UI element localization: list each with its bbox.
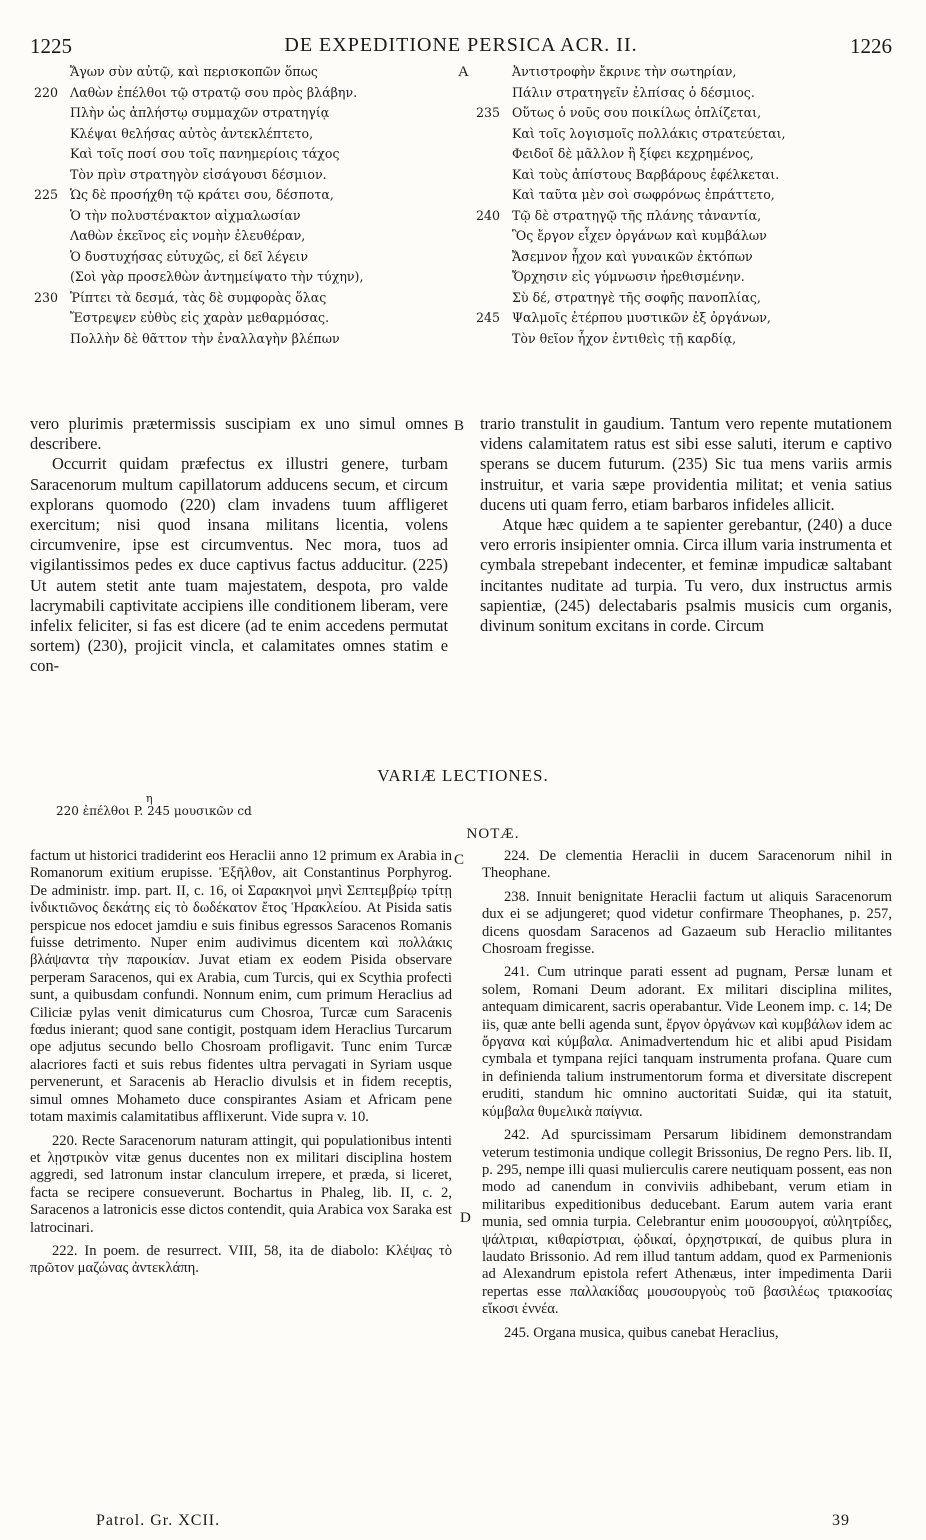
note-paragraph: 224. De clementia Heraclii in ducem Saracenorum nihil in Theophane. xyxy=(482,848,892,882)
verse-line xyxy=(34,226,454,247)
verse-text: Φειδοῖ δὲ μᾶλλον ἢ ξίφει κεχρημένος, xyxy=(512,146,754,161)
verse-number xyxy=(34,267,70,288)
verse-text: Λαθὼν ἐπέλθοι τῷ στρατῷ σου πρὸς βλάβην. xyxy=(70,84,358,100)
verse-number xyxy=(34,308,70,329)
verse-line xyxy=(34,124,454,145)
verse-text: Πάλιν στρατηγεῖν ἐλπίσας ὁ δέσμιος. xyxy=(512,84,755,100)
notes-right xyxy=(482,848,892,1348)
verse-text: Σὺ δέ, στρατηγὲ τῆς σοφῆς πανοπλίας, xyxy=(512,289,761,305)
verse-text: Ψαλμοῖς ἐτέρπου μυστικῶν ἐξ ὀργάνων, xyxy=(512,310,771,325)
margin-letter-a: A xyxy=(458,64,469,80)
footer-source: Patrol. Gr. XCII. xyxy=(96,1512,221,1529)
verse-number: 240 xyxy=(476,207,501,223)
page-number-right: 1226 xyxy=(850,34,892,58)
verse-text: Πολλὴν δὲ θᾶττον τὴν ἐναλλαγὴν βλέπων xyxy=(70,330,340,346)
verse-text: Ὡς δὲ προσήχθη τῷ κράτει σου, δέσποτα, xyxy=(70,187,334,202)
verse-line xyxy=(34,144,454,165)
verse-line xyxy=(476,267,896,288)
verse-line xyxy=(34,185,454,206)
verse-text: Πλὴν ὡς ἀπλήστῳ συμμαχῶν στρατηγίᾳ xyxy=(70,105,330,120)
verse-number: 230 xyxy=(34,289,59,305)
verse-text: Τὸν θεῖον ἦχον ἐντιθεὶς τῇ καρδίᾳ, xyxy=(512,330,737,346)
note-paragraph: 238. Innuit benignitate Heraclii factum ut aliquis Saracenorum dux ei se adjungeret; quod videtur confirmare Theophanes, p. 257, dicens quosdam Saracenos ad Gazaeum sub Heraclio militantes Chosroam fregisse. xyxy=(482,888,892,958)
verse-number xyxy=(34,206,70,227)
verse-line xyxy=(476,226,896,247)
verse-number xyxy=(476,83,512,104)
running-header xyxy=(30,34,892,58)
verse-line xyxy=(476,206,896,227)
verse-line xyxy=(34,247,454,268)
verse-text: Τῷ δὲ στρατηγῷ τῆς πλάνης τἀναντία, xyxy=(512,207,762,223)
verse-number xyxy=(476,144,512,165)
verse-line xyxy=(34,267,454,288)
verse-text: Ἀντιστροφὴν ἔκρινε τὴν σωτηρίαν, xyxy=(512,64,737,79)
verse-number xyxy=(34,103,70,124)
verse-number xyxy=(476,329,512,350)
verse-text: (Σοὶ γὰρ προσελθὼν ἀντημείψατο τὴν τύχην), xyxy=(70,269,364,284)
verse-number: 235 xyxy=(476,105,501,120)
varia-lectiones: 220 ἐπέλθοι P. 245 μουσικῶν cd xyxy=(56,804,252,818)
verse-line xyxy=(34,83,454,104)
latin-translation-left xyxy=(30,414,448,677)
verse-text: Ἔστρεψεν εὐθὺς εἰς χαρὰν μεθαρμόσας. xyxy=(70,310,330,325)
verse-line xyxy=(34,308,454,329)
verse-line xyxy=(476,62,896,83)
verse-text: Καὶ τοὺς ἀπίστους Βαρβάρους ἐφέλκεται. xyxy=(512,166,780,182)
verse-number xyxy=(34,165,70,186)
varia-heading: VARIÆ LECTIONES. xyxy=(377,766,549,785)
notes-left xyxy=(30,848,452,1284)
greek-verse-left xyxy=(34,62,454,349)
verse-line xyxy=(476,247,896,268)
verse-text: Ὃς ἔργον εἶχεν ὀργάνων καὶ κυμβάλων xyxy=(512,228,767,243)
verse-number xyxy=(476,288,512,309)
verse-number xyxy=(34,329,70,350)
margin-letter-c: C xyxy=(454,852,465,868)
verse-number xyxy=(476,185,512,206)
verse-line xyxy=(34,206,454,227)
verse-text: Ὁ δυστυχήσας εὐτυχῶς, εἰ δεῖ λέγειν xyxy=(70,248,309,264)
verse-text: Ὄρχησιν εἰς γύμνωσιν ἠρεθισμένην. xyxy=(512,269,745,284)
verse-text: Ἄγων σὺν αὐτῷ, καὶ περισκοπῶν ὅπως xyxy=(70,64,318,79)
verse-text: Ῥίπτει τὰ δεσμά, τὰς δὲ συμφορὰς ὅλας xyxy=(70,289,327,305)
verse-line xyxy=(34,103,454,124)
verse-line xyxy=(34,165,454,186)
verse-text: Ἄσεμνον ἦχον καὶ γυναικῶν ἐκτόπων xyxy=(512,248,753,264)
verse-number xyxy=(476,124,512,145)
verse-line xyxy=(476,288,896,309)
margin-letter-b: B xyxy=(454,418,465,434)
verse-text: Λαθὼν ἐκεῖνος εἰς νομὴν ἐλευθέραν, xyxy=(70,228,306,243)
verse-number xyxy=(34,226,70,247)
verse-line xyxy=(34,62,454,83)
verse-text: Καὶ τοῖς λογισμοῖς πολλάκις στρατεύεται, xyxy=(512,125,786,141)
verse-line xyxy=(34,329,454,350)
latin-paragraph: trario transtulit in gaudium. Tantum vero repente mutationem videns calamitatem ratus est sibi esse saluti, iterum e captivo sperans se ducem futurum. (235) Sic tua mens variis armis instruitur, et varia sæpe providentia militat; et venia satius ducens uti quam ferro, etiam barbaros infideles allicit. xyxy=(480,414,892,514)
verse-text: Οὕτως ὁ νοῦς σου ποικίλως ὁπλίζεται, xyxy=(512,105,762,120)
verse-number xyxy=(476,165,512,186)
verse-number xyxy=(476,226,512,247)
verse-number xyxy=(476,267,512,288)
note-paragraph: 242. Ad spurcissimam Persarum libidinem demonstrandam veterum testimonia undique collegit Brissonius, De regno Pers. lib. II, p. 295, nempe illi quasi mulierculis carere neutiquam possent, eas non modo ad canendum in conviviis adhibebant, verum etiam in militaribus expeditionibus deducebant. Earum autem varia erant munia, sed omnia turpia. Celebrantur enim μουσουργοί, αὐλητρίδες, ψάλτριαι, κιθαρίστριαι, ᾠδικαί, ὀρχηστρικαί, de quibus plura in laudato Brissonio. Ad rem illud tantum addam, quod ex Parmenionis ad Alexandrum epistola refert Athenæus, inter impedimenta Darii repertas esse παλλακίδας μουσουργοὺς τοῦ βασιλέως τριακοσίας εἴκοσι ἐννέα. xyxy=(482,1127,892,1318)
verse-number xyxy=(476,247,512,268)
verse-text: Καὶ τοῖς ποσί σου τοῖς πανημερίοις τάχος xyxy=(70,146,340,161)
running-title: DE EXPEDITIONE PERSICA ACR. II. xyxy=(284,34,638,56)
verse-text: Τὸν πρὶν στρατηγὸν εἰσάγουσι δέσμιον. xyxy=(70,166,327,182)
verse-number xyxy=(34,124,70,145)
latin-translation-right xyxy=(480,414,892,636)
verse-line xyxy=(476,185,896,206)
verse-number: 245 xyxy=(476,310,501,325)
margin-letter-d: D xyxy=(460,1210,471,1226)
verse-line xyxy=(476,144,896,165)
latin-paragraph: Occurrit quidam præfectus ex illustri genere, turbam Saracenorum multum capillatorum adducens secum, et circum explorans quomodo (220) clam invadens tuum affligeret exercitum; nisi quod insana militans licentia, volens circumvenire, ipse est circumventus. Nec mora, tuos ad vigilantissimos pedes ex duce captivus factus adducitur. (225) Ut autem stetit ante tuam majestatem, despota, pro valde lacrymabili captivitate accipiens ille conditionem liberam, vere infelix feliciter, si fas est dicere (ad te enim accedens permutat sortem) (230), projicit vincla, et calamitates omnes statim e con- xyxy=(30,454,448,676)
page-number-left: 1225 xyxy=(30,34,72,58)
notae-heading: NOTÆ. xyxy=(466,826,520,842)
verse-number: 225 xyxy=(34,187,59,202)
footer-signature: 39 xyxy=(832,1512,850,1529)
verse-number xyxy=(476,62,512,83)
verse-line xyxy=(34,288,454,309)
verse-text: Κλέψαι θελήσας αὐτὸς ἀντεκλέπτετο, xyxy=(70,125,314,141)
verse-line xyxy=(476,103,896,124)
verse-text: Καὶ ταῦτα μὲν σοὶ σωφρόνως ἐπράττετο, xyxy=(512,187,775,202)
verse-number xyxy=(34,144,70,165)
latin-paragraph: vero plurimis prætermissis suscipiam ex uno simul omnes describere. xyxy=(30,414,448,454)
note-paragraph: 222. In poem. de resurrect. VIII, 58, ita de diabolo: Κλέψας τὸ πρῶτον μαζώνας ἀντεκλάπη. xyxy=(30,1242,452,1277)
verse-line xyxy=(476,308,896,329)
verse-line xyxy=(476,165,896,186)
greek-verse-right xyxy=(476,62,896,349)
verse-line xyxy=(476,124,896,145)
verse-number: 220 xyxy=(34,84,59,100)
note-paragraph: 245. Organa musica, quibus canebat Heraclius, xyxy=(504,1324,779,1341)
note-paragraph: factum ut historici tradiderint eos Heraclii anno 12 primum ex Arabia in Romanorum exitium erupisse. Ἐξῆλθον, ait Constantinus Porphyrog. De administr. imp. part. II, c. 16, οἱ Σαρακηνοὶ μηνὶ Σεπτεμβρίῳ τρίτῃ ἰνδικτιῶνος δεκάτης εἰς τὸ δωδέκατον ἔτος Ἡρακλείου. At Pisida satis perspicue nos edocet jamdiu e suis finibus egressos Saracenos Romanis fuisse detrimento. Nuper enim audivimus dicentem καὶ πολλάκις βλάψαντα τὴν παροικίαν. Juvat etiam ex eodem Pisida observare perperam Saracenos, qui ex Arabia, cum Turcis, qui ex Scythia profecti sunt, a quibusdam confundi. Nonnum enim, cum primum Heraclius ad Ciliciæ pylas venit dimicaturus cum Chosroa, Turcæ cum Saracenis fœdus inierant; quod sane contigit, postquam idem Heraclius Turcarum ope adjutus secundo bello Chosroam profligavit. Tunc enim Turcæ alacriores facti et suis rebus fidentes ultra pervagati in Syriam usque pervenerunt, et Saracenis ab Heraclio divulsis et in fidem receptis, simul omnes Mohameto duce conspirantes Asiam et Africam pene totam maximis calamitatibus afflixerunt. Vide supra v. 10. xyxy=(30,848,452,1126)
verse-line xyxy=(476,83,896,104)
note-paragraph: 241. Cum utrinque parati essent ad pugnam, Persæ lunam et solem, Romani Deum adorant. Ex militari disciplina milites, antequam dimicarent, sacris operabantur. Vide Leonem imp. c. 14; De iis, quæ ante belli agenda sunt, ἔργον ὀργάνων καὶ κυμβάλων idem ac ὄργανα καὶ κύμβαλα. Animadvertendum hic et alibi apud Pisidam cymbala et tympana rejici tanquam instrumenta profana. Quare cum in definienda talium instrumentorum forma et diversitate discrepent eruditi, standum hic omnino auctoritati Suidæ, qui ita statuit, κύμβαλα θυμελικὰ παίγνια. xyxy=(482,964,892,1120)
verse-number xyxy=(34,247,70,268)
note-paragraph: 220. Recte Saracenorum naturam attingit, qui populationibus intenti et λῃστρικὸν vitæ genus ducentes non ex militari disciplina hostem aggredi, sed latronum instar clanculum irrepere, et præda, si liceret, facta se recipere consueverunt. Bochartus in Phaleg, lib. II, c. 2, Saracenos a latronicis esse dictos contendit, quia Arabica vox Saraka est latrocinari. xyxy=(30,1132,452,1236)
verse-text: Ὁ τὴν πολυστένακτον αἰχμαλωσίαν xyxy=(70,207,301,223)
verse-line xyxy=(476,329,896,350)
latin-paragraph: Atque hæc quidem a te sapienter gerebantur, (240) a duce vero erroris insipienter omnia. Circa illum varia instrumenta et cymbala strepebant indecenter, et feminæ impudicæ saltabant incitantes nuditate ad turpia. Tu vero, dux instructus armis sapientiæ, (245) delectabaris psalmis musicis cum organis, divinum sonitum excitans in corde. Circum xyxy=(480,515,892,636)
varia-superscript: η xyxy=(146,792,153,805)
verse-number xyxy=(34,62,70,83)
